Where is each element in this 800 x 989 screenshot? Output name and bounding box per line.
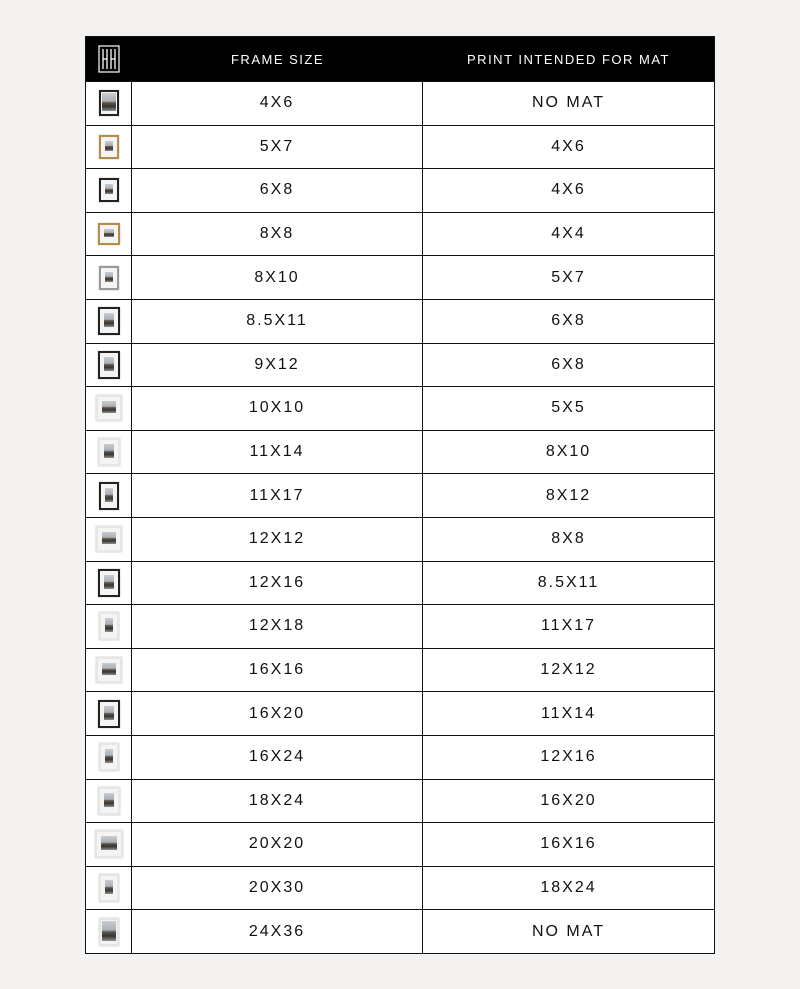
frame-thumbnail-cell bbox=[86, 213, 132, 256]
print-mat-header: PRINT INTENDED FOR MAT bbox=[467, 51, 670, 67]
table-row bbox=[86, 343, 714, 387]
frame-size-cell: 8X10 bbox=[132, 256, 423, 299]
frame-thumbnail-icon bbox=[96, 526, 122, 552]
print-size-cell: 16X16 bbox=[540, 835, 597, 853]
frame-thumbnail-icon bbox=[99, 482, 119, 510]
print-size-cell: 8X10 bbox=[545, 443, 592, 461]
frame-size-cell: 24X36 bbox=[132, 910, 423, 953]
print-size-cell: 16X20 bbox=[540, 791, 597, 809]
frame-thumbnail-icon bbox=[98, 700, 120, 728]
frame-size-cell: 20X30 bbox=[132, 867, 423, 910]
frame-thumbnail-cell bbox=[86, 692, 132, 735]
print-size-cell: 8X8 bbox=[551, 530, 586, 548]
frame-size-header: FRAME SIZE bbox=[230, 51, 324, 67]
frame-thumbnail-icon bbox=[95, 830, 123, 858]
frame-thumbnail-cell bbox=[86, 126, 132, 169]
frame-thumbnail-icon bbox=[99, 874, 119, 902]
table-row bbox=[86, 691, 714, 735]
frame-size-cell: 18X24 bbox=[132, 780, 423, 823]
frame-thumbnail-cell bbox=[86, 780, 132, 823]
frame-thumbnail-icon bbox=[96, 395, 122, 421]
print-size-cell: NO MAT bbox=[531, 922, 606, 940]
frame-thumbnail-cell bbox=[86, 562, 132, 605]
table-row bbox=[86, 866, 714, 910]
frame-thumbnail-icon bbox=[99, 918, 119, 946]
frame-thumbnail-icon bbox=[98, 223, 120, 245]
print-size-cell: 6X8 bbox=[551, 312, 586, 330]
print-size-cell: 18X24 bbox=[540, 878, 597, 896]
frame-thumbnail-cell bbox=[86, 82, 132, 125]
frame-thumbnail-icon bbox=[98, 569, 120, 597]
frame-size-cell: 16X16 bbox=[132, 649, 423, 692]
table-row bbox=[86, 604, 714, 648]
table-row bbox=[86, 125, 714, 169]
table-row bbox=[86, 81, 714, 125]
table-row bbox=[86, 735, 714, 779]
frame-thumbnail-cell bbox=[86, 823, 132, 866]
frame-size-chart bbox=[85, 36, 715, 954]
frame-thumbnail-icon bbox=[96, 657, 122, 683]
table-row bbox=[86, 779, 714, 823]
table-row bbox=[86, 299, 714, 343]
frame-size-cell: 8.5X11 bbox=[132, 300, 423, 343]
frame-size-cell: 4X6 bbox=[132, 82, 423, 125]
print-size-cell: 4X6 bbox=[551, 181, 586, 199]
frame-thumbnail-icon bbox=[98, 438, 120, 466]
table-row bbox=[86, 561, 714, 605]
frame-size-cell: 11X14 bbox=[132, 431, 423, 474]
frame-thumbnail-icon bbox=[99, 135, 119, 159]
frame-thumbnail-cell bbox=[86, 910, 132, 953]
print-size-cell: 8X12 bbox=[545, 486, 592, 504]
table-row bbox=[86, 648, 714, 692]
frame-thumbnail-cell bbox=[86, 387, 132, 430]
frame-thumbnail-cell bbox=[86, 431, 132, 474]
frame-thumbnail-cell bbox=[86, 256, 132, 299]
frame-thumbnail-icon bbox=[98, 787, 120, 815]
frame-size-cell: 11X17 bbox=[132, 474, 423, 517]
frame-size-cell: 16X24 bbox=[132, 736, 423, 779]
frame-size-cell: 8X8 bbox=[132, 213, 423, 256]
table-row bbox=[86, 255, 714, 299]
table-row bbox=[86, 909, 714, 953]
frame-thumbnail-cell bbox=[86, 736, 132, 779]
table-row bbox=[86, 168, 714, 212]
frame-size-cell: 12X18 bbox=[132, 605, 423, 648]
frame-size-cell: 6X8 bbox=[132, 169, 423, 212]
table-row bbox=[86, 473, 714, 517]
frame-thumbnail-icon bbox=[99, 178, 119, 202]
print-size-cell: 8.5X11 bbox=[537, 573, 600, 591]
print-size-cell: 12X16 bbox=[540, 748, 597, 766]
frame-thumbnail-cell bbox=[86, 649, 132, 692]
frame-thumbnail-icon bbox=[98, 307, 120, 335]
frame-thumbnail-cell bbox=[86, 518, 132, 561]
table-row bbox=[86, 386, 714, 430]
frame-thumbnail-icon bbox=[99, 90, 119, 116]
print-size-cell: 4X4 bbox=[551, 225, 586, 243]
print-size-cell: 5X7 bbox=[551, 268, 586, 286]
frame-thumbnail-cell bbox=[86, 867, 132, 910]
brand-logo-icon bbox=[98, 45, 120, 73]
table-header bbox=[86, 37, 714, 81]
frame-size-cell: 16X20 bbox=[132, 692, 423, 735]
frame-thumbnail-icon bbox=[99, 743, 119, 771]
print-size-cell: 5X5 bbox=[551, 399, 586, 417]
frame-size-cell: 20X20 bbox=[132, 823, 423, 866]
frame-thumbnail-cell bbox=[86, 605, 132, 648]
frame-thumbnail-icon bbox=[99, 266, 119, 290]
table-row bbox=[86, 822, 714, 866]
frame-thumbnail-icon bbox=[99, 612, 119, 640]
frame-size-cell: 12X12 bbox=[132, 518, 423, 561]
print-size-cell: 4X6 bbox=[551, 137, 586, 155]
frame-thumbnail-cell bbox=[86, 169, 132, 212]
print-size-cell: 11X17 bbox=[540, 617, 597, 635]
table-row bbox=[86, 212, 714, 256]
frame-thumbnail-cell bbox=[86, 474, 132, 517]
print-size-cell: 11X14 bbox=[540, 704, 597, 722]
print-size-cell: 12X12 bbox=[540, 661, 597, 679]
frame-size-cell: 5X7 bbox=[132, 126, 423, 169]
frame-thumbnail-icon bbox=[98, 351, 120, 379]
print-size-cell: 6X8 bbox=[551, 355, 586, 373]
frame-thumbnail-cell bbox=[86, 300, 132, 343]
table-row bbox=[86, 430, 714, 474]
frame-size-cell: 12X16 bbox=[132, 562, 423, 605]
print-size-cell: NO MAT bbox=[531, 94, 606, 112]
brand-logo-cell bbox=[86, 37, 132, 81]
frame-size-cell: 9X12 bbox=[132, 344, 423, 387]
table-row bbox=[86, 517, 714, 561]
frame-thumbnail-cell bbox=[86, 344, 132, 387]
frame-size-cell: 10X10 bbox=[132, 387, 423, 430]
table-body bbox=[86, 81, 714, 953]
